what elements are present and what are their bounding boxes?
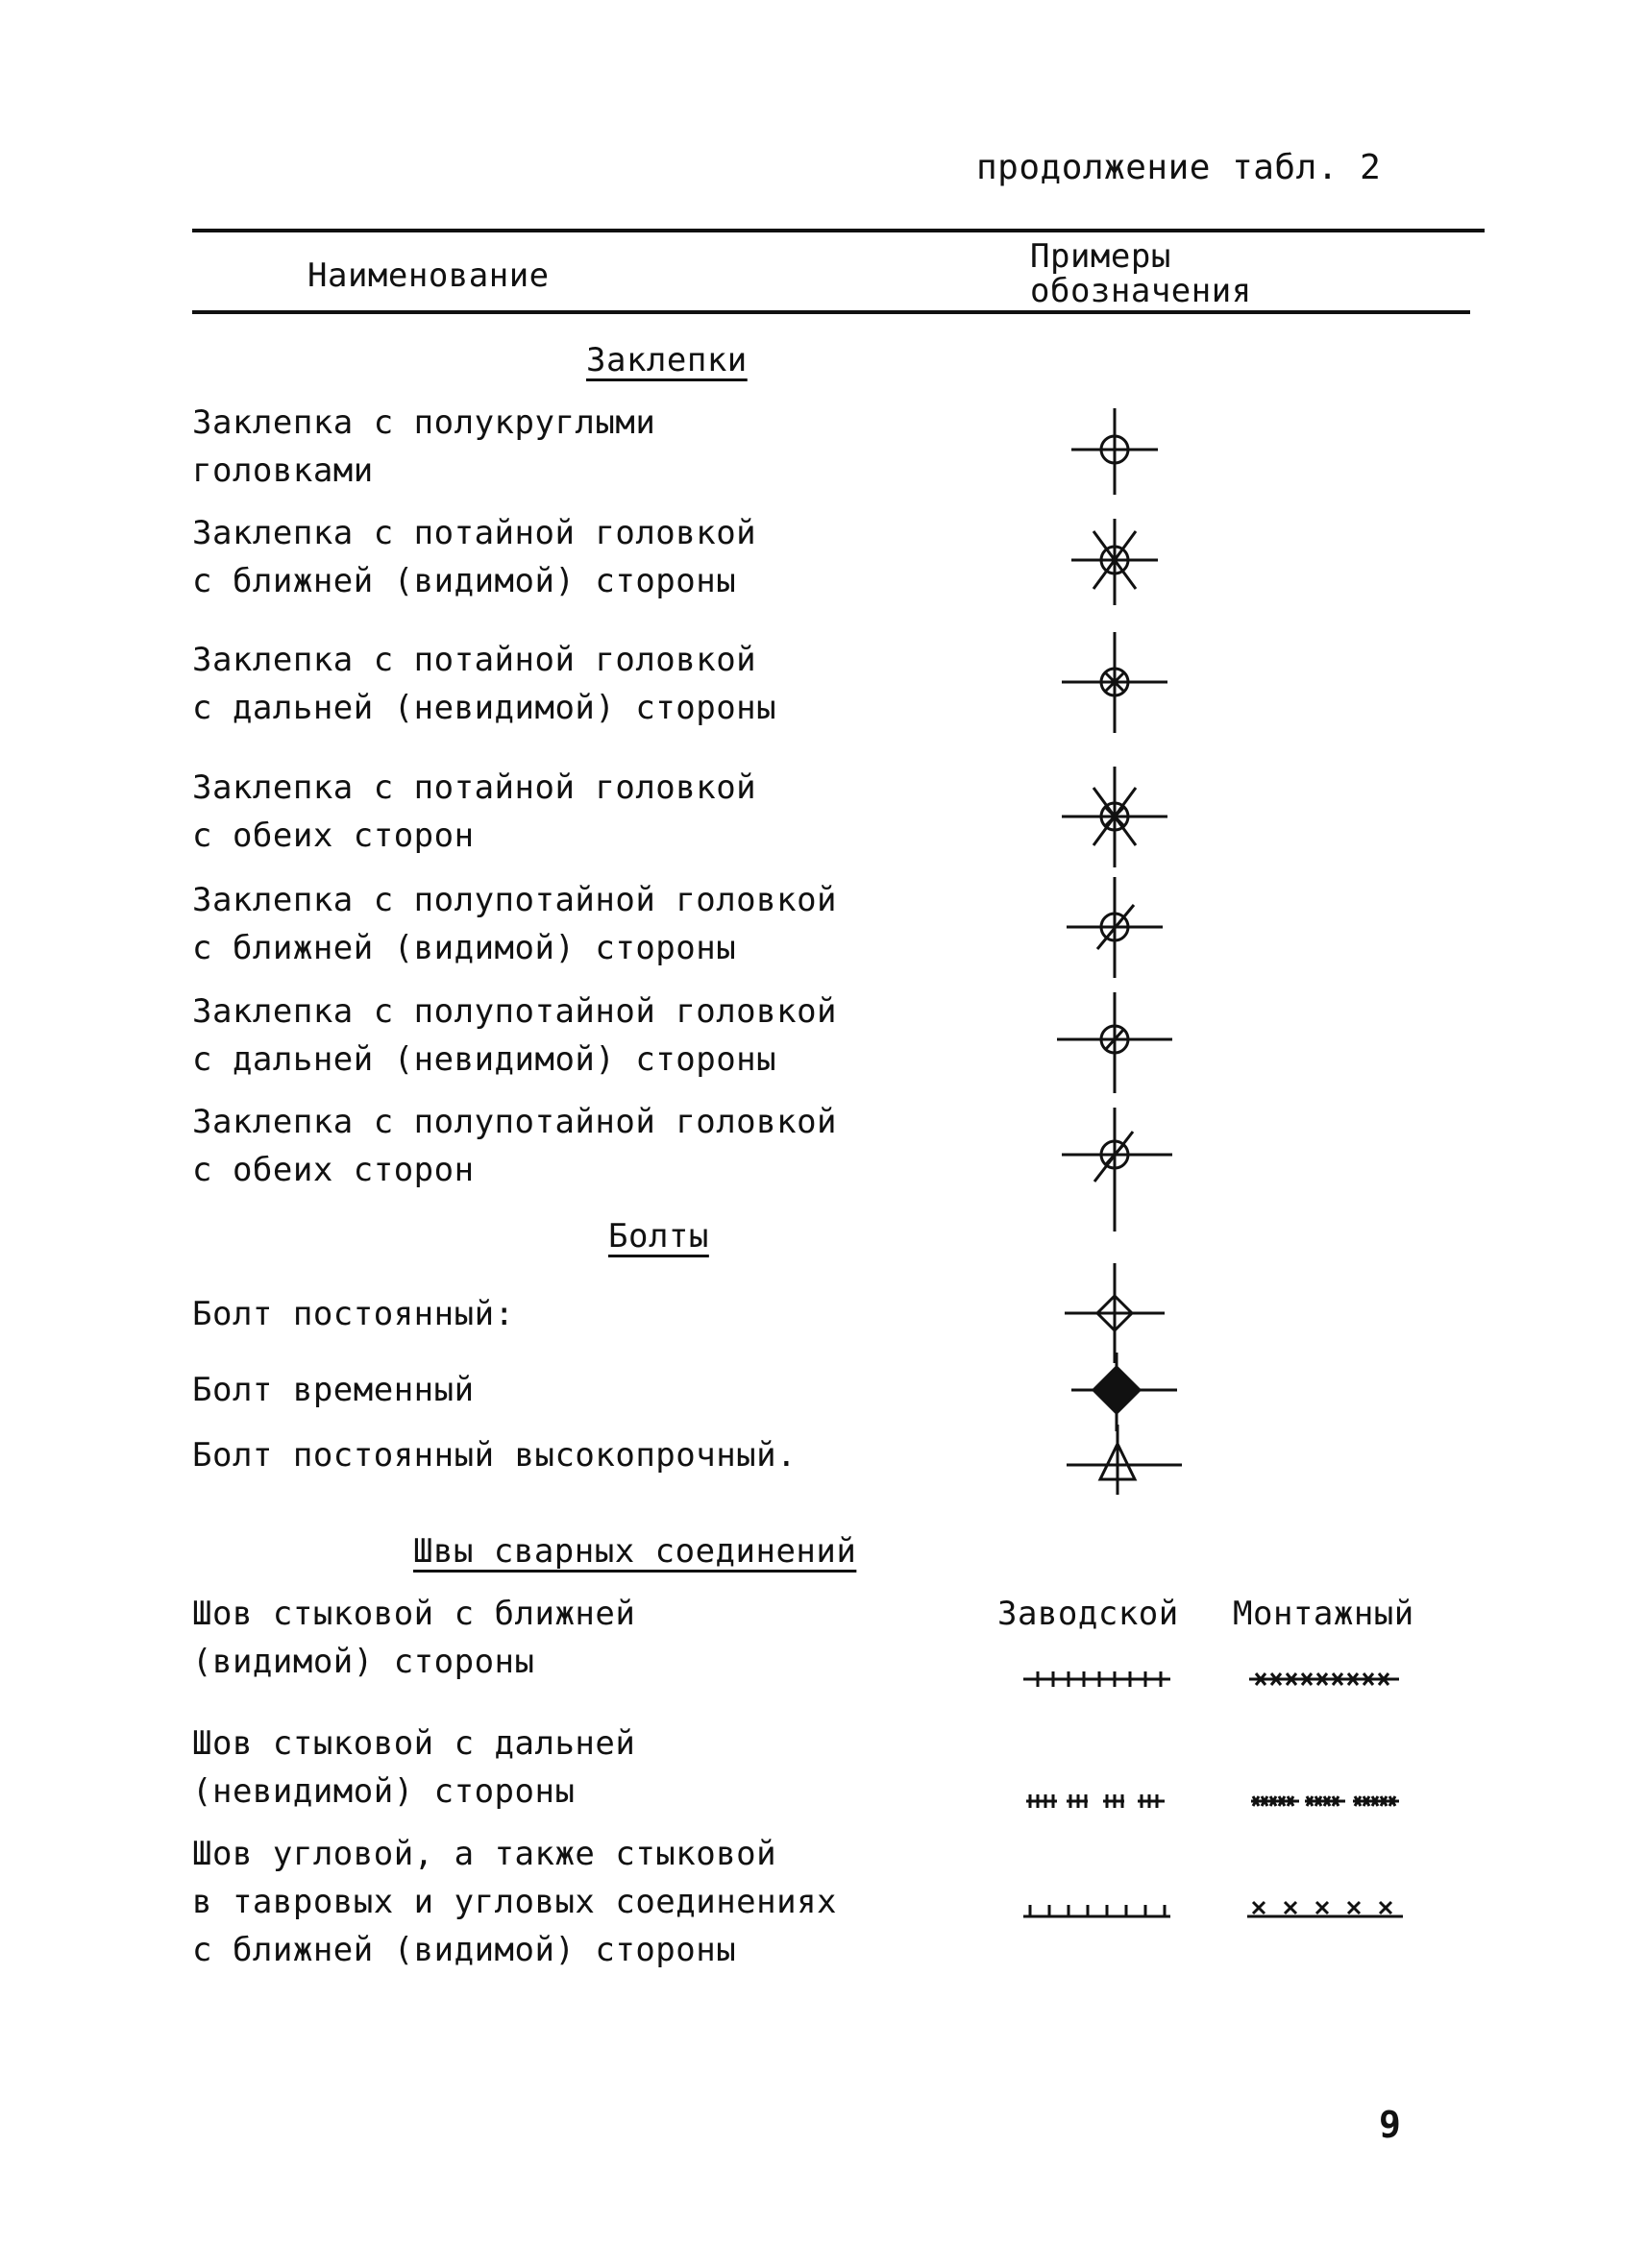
weld-3-label-line1: Шов угловой, а также стыковой bbox=[192, 1835, 777, 1873]
column-header-factory: Заводской bbox=[997, 1595, 1179, 1633]
page-number: 9 bbox=[1379, 2104, 1401, 2146]
weld-butt-far-factory-icon bbox=[1026, 1794, 1165, 1808]
bolt-3-label: Болт постоянный высокопрочный. bbox=[192, 1436, 798, 1475]
weld-fillet-near-site-icon bbox=[1247, 1902, 1403, 1916]
weld-3-label-line3: с ближней (видимой) стороны bbox=[192, 1931, 737, 1969]
rivet-7-label-line2: с обеих сторон bbox=[192, 1151, 475, 1189]
rivet-1-label-line1: Заклепка с полукруглыми bbox=[192, 403, 656, 442]
bolt-2-label: Болт временный bbox=[192, 1371, 475, 1409]
column-header-examples-2: обозначения bbox=[1030, 272, 1252, 310]
rivet-3-label-line2: с дальней (невидимой) стороны bbox=[192, 689, 777, 727]
weld-fillet-near-factory-icon bbox=[1023, 1905, 1170, 1916]
rivet-6-label-line2: с дальней (невидимой) стороны bbox=[192, 1040, 777, 1079]
weld-butt-near-site-icon bbox=[1249, 1673, 1399, 1685]
weld-2-label-line2: (невидимой) стороны bbox=[192, 1772, 576, 1811]
column-header-site: Монтажный bbox=[1233, 1595, 1414, 1633]
weld-1-label-line1: Шов стыковой с ближней bbox=[192, 1595, 636, 1633]
weld-butt-near-factory-icon bbox=[1023, 1671, 1170, 1687]
rivet-1-label-line2: головками bbox=[192, 451, 374, 490]
rivet-2-label-line2: с ближней (видимой) стороны bbox=[192, 562, 737, 600]
rivet-4-label-line1: Заклепка с потайной головкой bbox=[192, 768, 757, 807]
rivet-2-label-line1: Заклепка с потайной головкой bbox=[192, 514, 757, 552]
rivet-3-label-line1: Заклепка с потайной головкой bbox=[192, 641, 757, 679]
section-title-welds: Швы сварных соединений bbox=[413, 1532, 857, 1571]
weld-2-label-line1: Шов стыковой с дальней bbox=[192, 1724, 636, 1763]
column-header-examples-1: Примеры bbox=[1030, 237, 1171, 276]
rivet-5-label-line2: с ближней (видимой) стороны bbox=[192, 929, 737, 967]
rivet-6-label-line1: Заклепка с полупотайной головкой bbox=[192, 992, 838, 1031]
section-title-rivets: Заклепки bbox=[586, 341, 748, 379]
rivet-5-label-line1: Заклепка с полупотайной головкой bbox=[192, 881, 838, 919]
bolt-1-label: Болт постоянный: bbox=[192, 1295, 515, 1333]
weld-butt-far-site-icon bbox=[1251, 1796, 1399, 1806]
section-title-bolts: Болты bbox=[608, 1217, 709, 1256]
weld-3-label-line2: в тавровых и угловых соединениях bbox=[192, 1883, 838, 1921]
column-header-name: Наименование bbox=[307, 256, 550, 295]
continuation-caption: продолжение табл. 2 bbox=[976, 148, 1382, 187]
weld-1-label-line2: (видимой) стороны bbox=[192, 1643, 535, 1681]
rivet-7-label-line1: Заклепка с полупотайной головкой bbox=[192, 1103, 838, 1141]
rivet-4-label-line2: с обеих сторон bbox=[192, 817, 475, 855]
